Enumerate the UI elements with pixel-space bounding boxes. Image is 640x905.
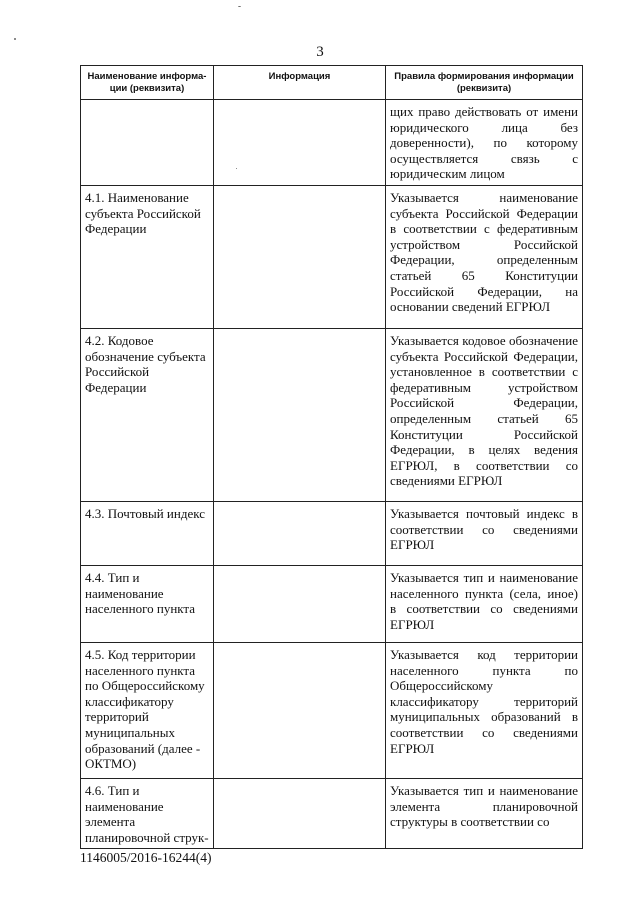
table-header-row: [81, 66, 583, 100]
table-row: [81, 501, 583, 565]
table-row: [81, 328, 583, 501]
rule-cell: Указывается почтовый индекс в соответствии со сведениями ЕГРЮЛ: [386, 501, 583, 565]
information-cell: [214, 185, 386, 328]
requisite-name-cell: 4.4. Тип и наименование населенного пункта: [81, 565, 214, 642]
rule-cell: Указывается код территории населенного пункта по Общероссийскому классификатору территорий муниципальных образований в соответствии со сведениями ЕГРЮЛ: [386, 642, 583, 778]
table-row: [81, 565, 583, 642]
header-information: Информация: [214, 66, 386, 100]
requisite-name-cell: [81, 100, 214, 186]
page-number: 3: [316, 44, 324, 60]
table-row: [81, 642, 583, 778]
information-cell: [214, 328, 386, 501]
rule-cell: Указывается тип и наименование населенного пункта (села, иное) в соответствии со сведениями ЕГРЮЛ: [386, 565, 583, 642]
table-row: [81, 100, 583, 186]
requisite-name-cell: 4.3. Почтовый индекс: [81, 501, 214, 565]
information-cell: [214, 100, 386, 186]
requisite-name-cell: 4.1. Наименование субъекта Российской Федерации: [81, 185, 214, 328]
document-footer-number: 1146005/2016-16244(4): [80, 850, 212, 865]
header-formation-rules: Правила формирования информации (реквизита): [386, 66, 583, 100]
info-table: [80, 65, 583, 849]
table-row: [81, 778, 583, 848]
requisite-name-cell: 4.2. Кодовое обозначение субъекта Российской Федерации: [81, 328, 214, 501]
requisite-name-cell: 4.5. Код территории населенного пункта по Общероссийскому классификатору территорий муниципальных образований (далее - ОКТМО): [81, 642, 214, 778]
information-cell: [214, 778, 386, 848]
scan-speck: [14, 38, 16, 40]
header-requisite-name: Наименование информа-ции (реквизита): [81, 66, 214, 100]
information-cell: [214, 642, 386, 778]
information-cell: [214, 501, 386, 565]
rule-cell: щих право действовать от имени юридического лица без доверенности), по которому осуществляется связь с юридическим лицом: [386, 100, 583, 186]
rule-cell: Указывается наименование субъекта Российской Федерации в соответствии с федеративным устройством Российской Федерации, определенным статьей 65 Конституции Российской Федерации, на основании сведений ЕГРЮЛ: [386, 185, 583, 328]
rule-cell: Указывается кодовое обозначение субъекта Российской Федерации, установленное в соответствии с федеративным устройством Российской Федерации, определенным статьей 65 Конституции Российской Федерации, в целях ведения ЕГРЮЛ, в соответствии со сведениями ЕГРЮЛ: [386, 328, 583, 501]
information-cell: [214, 565, 386, 642]
rule-cell: Указывается тип и наименование элемента планировочной структуры в соответствии со: [386, 778, 583, 848]
scan-speck: [238, 6, 241, 7]
requisite-name-cell: 4.6. Тип и наименование элемента планировочной струк-: [81, 778, 214, 848]
table-row: [81, 185, 583, 328]
